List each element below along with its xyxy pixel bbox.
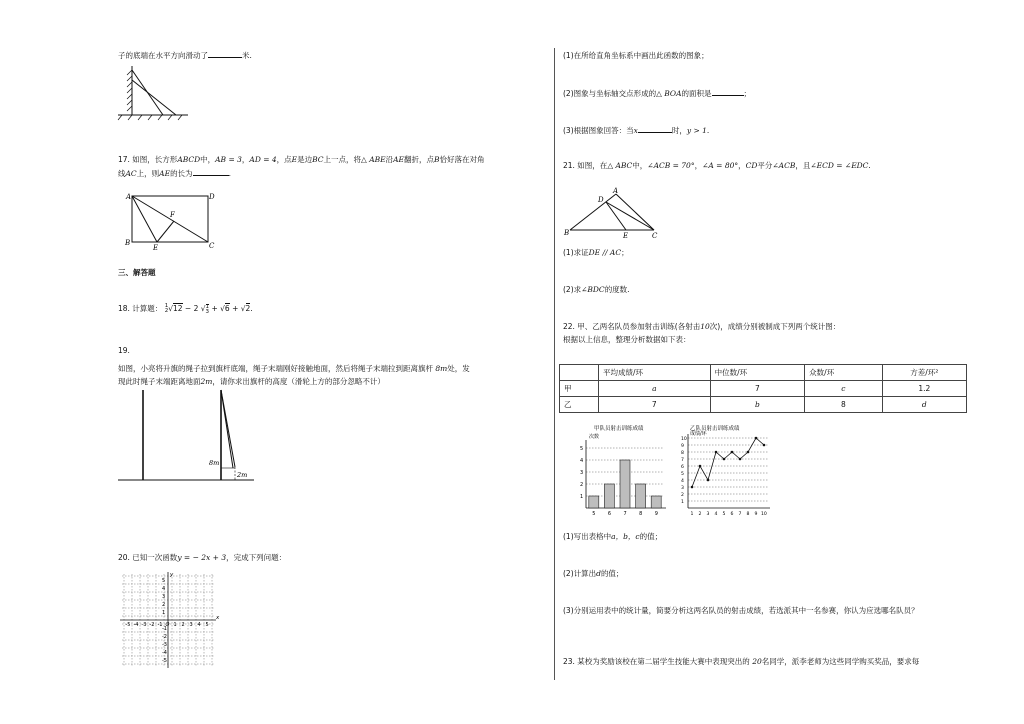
fraction: 1 2 — [164, 303, 169, 314]
y-tick-label: -1 — [162, 626, 167, 632]
x-tick-label: 4 — [197, 622, 201, 628]
bar — [604, 484, 614, 508]
y-tick-label: 3 — [162, 594, 166, 600]
data-point — [715, 451, 718, 454]
data-point — [723, 458, 726, 461]
y-tick-label: 2 — [681, 493, 684, 498]
x-tick-label: O — [165, 622, 170, 628]
answer-blank — [193, 167, 229, 176]
q20-part1: (1)在所给直角坐标系中画出此函数的图象； — [563, 51, 709, 60]
y-tick-label: 5 — [580, 446, 584, 452]
rectangle-fold-figure — [122, 190, 218, 252]
label-a: A — [126, 193, 132, 201]
q19-line1: 如图，小亮将升旗的绳子拉到旗杆底端，绳子末端刚好接触地面，然后将绳子末端拉到距离旗杆 8m处，发 — [118, 364, 470, 373]
y-tick-label: 1 — [580, 494, 584, 500]
y-tick-label: 3 — [681, 486, 684, 491]
bar-chart — [574, 424, 670, 516]
bar — [651, 496, 661, 508]
y-tick-label: 5 — [162, 578, 166, 584]
y-tick-label: -4 — [162, 650, 167, 656]
ladder-figure — [118, 64, 188, 120]
q19-line2: 现此时绳子末端距离地面2m，请你求出旗杆的高度（滑轮上方的部分忽略不计） — [118, 377, 385, 386]
label-e: E — [623, 232, 629, 240]
bar — [589, 496, 599, 508]
coordinate-grid[interactable] — [120, 572, 220, 668]
y-tick-label: 1 — [681, 500, 684, 505]
q22-line1: 22. 甲、乙两名队员参加射击训练(各射击10次)，成绩分别被制成下列两个统计图： — [563, 322, 841, 331]
x-tick-label: 1 — [173, 622, 177, 628]
flagpole-figure — [118, 388, 254, 482]
x-tick-label: 10 — [761, 512, 767, 517]
data-point — [747, 451, 750, 454]
q19-number: 19. — [118, 346, 130, 355]
y-tick-label: 4 — [681, 479, 684, 484]
y-tick-label: 2 — [162, 602, 166, 608]
label-c: C — [652, 232, 658, 240]
y-axis-label: 成绩/环 — [690, 431, 707, 437]
x-tick-label: 5 — [205, 622, 209, 628]
q22-part2: (2)计算出d的值； — [563, 569, 624, 578]
y-tick-label: 4 — [162, 586, 166, 592]
y-tick-label: 9 — [681, 444, 684, 449]
x-tick-label: 7 — [738, 512, 742, 517]
table-row: 乙 7 b 8 d — [560, 397, 967, 413]
label-2m: 2m — [237, 471, 248, 479]
x-tick-label: 9 — [754, 512, 758, 517]
x-tick-label: 6 — [730, 512, 734, 517]
q21-text: 21. 如图，在△ ABC中，∠ACB = 70°，∠A = 80°，CD平分∠ACB，且∠ECD = ∠EDC. — [563, 161, 871, 170]
q20-part2: (2)图象与坐标轴交点形成的△ BOA的面积是 ； — [563, 89, 751, 98]
chart-title: 甲队员射击训练成绩 — [594, 426, 644, 432]
label-a: A — [613, 187, 619, 195]
stats-table — [559, 364, 967, 413]
x-tick-label: 2 — [181, 622, 185, 628]
label-d: D — [209, 193, 215, 201]
y-tick-label: 10 — [681, 437, 687, 442]
q22-part1: (1)写出表格中a，b，c的值； — [563, 532, 663, 541]
data-point — [755, 437, 758, 440]
x-tick-label: 1 — [690, 512, 694, 517]
bar — [636, 484, 646, 508]
x-tick-label: 3 — [189, 622, 193, 628]
q20-part3: (3)根据图象回答：当x 时，y > 1. — [563, 126, 710, 135]
label-f: F — [170, 211, 175, 219]
x-tick-label: -3 — [141, 622, 147, 628]
y-tick-label: 8 — [681, 451, 684, 456]
data-point — [731, 451, 734, 454]
label-d: D — [598, 196, 604, 204]
y-tick-label: -2 — [162, 634, 167, 640]
q23-text: 23. 某校为奖励该校在第二届学生技能大赛中表现突出的 20名同学，派李老师为这些同学购买奖品，要求每 — [563, 657, 920, 666]
y-tick-label: -5 — [162, 658, 167, 664]
q16-tail-text: 子的底端在水平方向滑动了 米. — [118, 51, 252, 60]
x-tick-label: -2 — [149, 622, 155, 628]
x-axis-label: x — [216, 615, 220, 621]
column-divider — [554, 48, 555, 680]
data-point — [763, 444, 766, 447]
triangle-figure — [564, 188, 664, 238]
x-tick-label: 3 — [706, 512, 710, 517]
x-tick-label: 8 — [639, 511, 643, 517]
table-row: 甲 a 7 c 1.2 — [560, 381, 967, 397]
y-tick-label: -3 — [162, 642, 167, 648]
x-tick-label: 6 — [607, 511, 612, 517]
data-point — [691, 486, 694, 489]
q20-text: 20. 已知一次函数y = − 2x + 3，完成下列问题： — [118, 553, 287, 562]
table-header-row: 平均成绩/环 中位数/环 众数/环 方差/环² — [560, 365, 967, 381]
q21-part2: (2)求∠BDC的度数. — [563, 285, 630, 294]
x-tick-label: 5 — [722, 512, 726, 517]
x-tick-label: 7 — [623, 511, 627, 517]
x-tick-label: 4 — [714, 512, 718, 517]
q18-text: 18. 计算题： 1 2√12 − 2 √1 3 + √6 + √2. — [118, 303, 253, 315]
y-tick-label: 1 — [162, 610, 166, 616]
label-b: B — [125, 239, 131, 247]
q17-line2: 线AC上，则AE的长为 . — [118, 169, 231, 178]
y-tick-label: 4 — [580, 458, 584, 464]
y-axis-label: 次数 — [589, 434, 600, 440]
y-tick-label: 5 — [681, 472, 684, 477]
x-tick-label: 2 — [698, 512, 702, 517]
series-line — [692, 438, 764, 487]
x-tick-label: -4 — [133, 622, 139, 628]
answer-blank — [712, 87, 744, 96]
label-b: B — [564, 229, 570, 237]
q22-part3: (3)分别运用表中的统计量，简要分析这两名队员的射击成绩，若选派其中一名参赛，你认为应选哪名队员？ — [563, 606, 919, 615]
data-point — [699, 465, 702, 468]
y-tick-label: 7 — [681, 458, 684, 463]
data-point — [707, 479, 710, 482]
label-c: C — [209, 242, 215, 250]
y-tick-label: 2 — [580, 482, 584, 488]
q21-part1: (1)求证DE // AC； — [563, 248, 629, 257]
y-axis-label: y — [170, 572, 174, 578]
label-e: E — [153, 244, 159, 252]
label-8m: 8m — [209, 459, 220, 467]
data-point — [739, 458, 742, 461]
x-tick-label: -5 — [125, 622, 131, 628]
y-tick-label: 6 — [681, 465, 684, 470]
section-heading: 三、解答题 — [118, 268, 156, 277]
line-chart — [676, 424, 772, 516]
x-tick-label: 9 — [654, 511, 658, 517]
x-tick-label: 8 — [746, 512, 750, 517]
q22-line2: 根据以上信息，整理分析数据如下表： — [563, 335, 691, 344]
x-tick-label: 5 — [592, 511, 596, 517]
answer-blank — [638, 124, 672, 133]
chart-title: 乙队员射击训练成绩 — [690, 426, 740, 432]
bar — [620, 460, 630, 508]
q17-line1: 17. 如图，长方形ABCD中，AB = 3，AD = 4，点E是边BC上一点，将△ ABE沿AE翻折，点B恰好落在对角 — [118, 155, 485, 164]
x-tick-label: -1 — [157, 622, 163, 628]
answer-blank — [208, 49, 242, 58]
y-tick-label: 3 — [580, 470, 584, 476]
